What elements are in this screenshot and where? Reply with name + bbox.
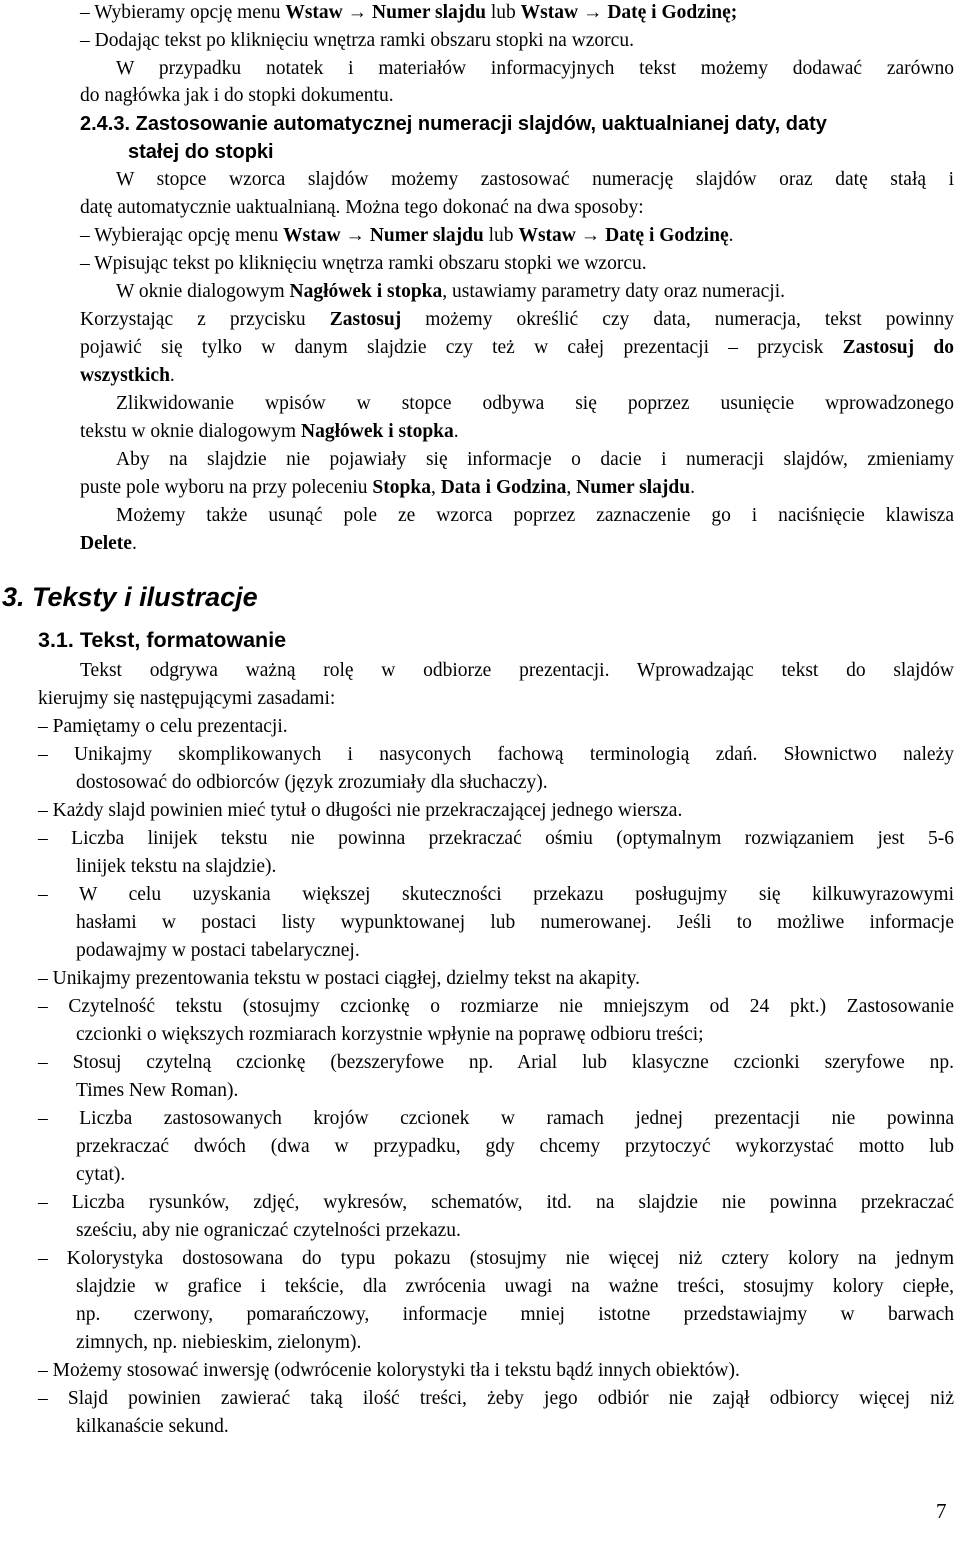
list-item-continuation: zimnych, np. niebieskim, zielonym). bbox=[76, 1332, 362, 1353]
text: Datę i Godzinę bbox=[605, 225, 729, 246]
text: tekstu w oknie dialogowym bbox=[80, 421, 301, 442]
text: puste pole wyboru na przy poleceniu bbox=[80, 477, 373, 498]
paragraph-line bbox=[116, 278, 785, 306]
paragraph-line bbox=[80, 418, 459, 446]
text: wszystkich bbox=[80, 365, 170, 386]
paragraph-line: Aby na slajdzie nie pojawiały się informacje o dacie i numeracji slajdów, zmieniamy bbox=[116, 449, 954, 470]
paragraph-line: do nagłówka jak i do stopki dokumentu. bbox=[80, 85, 394, 106]
text: Delete bbox=[80, 533, 132, 554]
text: Zastosuj do bbox=[842, 337, 954, 358]
list-item-continuation: dostosować do odbiorców (język zrozumiały dla słuchaczy). bbox=[76, 772, 548, 793]
text: Wstaw bbox=[518, 225, 576, 246]
section-heading: 2.4.3. Zastosowanie automatycznej numeracji slajdów, uaktualnianej daty, daty bbox=[80, 113, 827, 135]
text: Data i Godzina bbox=[440, 477, 567, 498]
text: Nagłówek i stopka bbox=[300, 421, 454, 442]
text: . bbox=[690, 477, 695, 498]
text: Numer slajdu bbox=[372, 2, 486, 23]
text: . bbox=[453, 421, 459, 442]
list-item-continuation: podawajmy w postaci tabelarycznej. bbox=[76, 940, 360, 961]
paragraph-line bbox=[80, 530, 137, 558]
paragraph-line: W przypadku notatek i materiałów informacyjnych tekst możemy dodawać zarówno bbox=[116, 58, 954, 79]
list-item: – Liczba linijek tekstu nie powinna przekraczać ośmiu (optymalnym rozwiązaniem jest 5-6 bbox=[38, 828, 954, 849]
text: . bbox=[131, 533, 137, 554]
list-item: – Stosuj czytelną czcionkę (bezszeryfowe np. Arial lub klasyczne czcionki szeryfowe np. bbox=[38, 1052, 954, 1073]
list-item: – Wpisując tekst po kliknięciu wnętrza ramki obszaru stopki we wzorcu. bbox=[80, 253, 647, 274]
arrow: → bbox=[578, 2, 608, 23]
list-item-continuation: kilkanaście sekund. bbox=[76, 1416, 229, 1437]
paragraph-line bbox=[80, 474, 695, 502]
chapter-heading: 3. Teksty i ilustracje bbox=[2, 582, 258, 612]
list-item: – Dodając tekst po kliknięciu wnętrza ramki obszaru stopki na wzorcu. bbox=[80, 30, 634, 51]
paragraph-line bbox=[80, 334, 954, 362]
text: Wpisując tekst po kliknięciu wnętrza ramki obszaru stopki we wzorcu. bbox=[94, 253, 647, 274]
text: . bbox=[169, 365, 175, 386]
text: Wybierając opcję menu bbox=[94, 225, 284, 246]
list-item: – Liczba zastosowanych krojów czcionek w ramach jednej prezentacji nie powinna bbox=[38, 1108, 954, 1129]
text: Datę i Godzinę; bbox=[607, 2, 738, 23]
section-heading: stałej do stopki bbox=[128, 141, 274, 163]
paragraph-line: kierujmy się następującymi zasadami: bbox=[38, 688, 336, 709]
text: Wybieramy opcję menu bbox=[94, 2, 286, 23]
text: lub bbox=[483, 225, 519, 246]
text: . bbox=[728, 225, 734, 246]
list-item-continuation: hasłami w postaci listy wypunktowanej lub numerowanej. Jeśli to możliwe informacje bbox=[76, 912, 954, 933]
arrow: → bbox=[342, 2, 373, 23]
paragraph-line bbox=[80, 306, 954, 334]
list-item: – Czytelność tekstu (stosujmy czcionkę o rozmiarze nie mniejszym od 24 pkt.) Zastosowanie bbox=[38, 996, 954, 1017]
section-heading: 3.1. Tekst, formatowanie bbox=[38, 628, 287, 652]
paragraph-line: Możemy także usunąć pole ze wzorca poprzez zaznaczenie go i naciśnięcie klawisza bbox=[116, 505, 954, 526]
list-item: – Wybieramy opcję menu Wstaw → Numer slajdu lub Wstaw → Datę i Godzinę; bbox=[80, 2, 738, 23]
text: Numer slajdu bbox=[369, 225, 484, 246]
text: Wstaw bbox=[285, 2, 343, 23]
arrow: → bbox=[340, 225, 370, 246]
list-item-continuation: przekraczać dwóch (dwa w przypadku, gdy chcemy przytoczyć wykorzystać motto lub bbox=[76, 1136, 954, 1157]
list-item: – Możemy stosować inwersję (odwrócenie kolorystyki tła i tekstu bądź innych obiektów). bbox=[38, 1360, 740, 1381]
text: , ustawiamy parametry daty oraz numeracji. bbox=[442, 281, 786, 302]
text: , bbox=[566, 477, 577, 498]
list-item: – Unikajmy skomplikowanych i nasyconych fachową terminologią zdań. Słownictwo należy bbox=[38, 744, 954, 765]
text: Zastosuj bbox=[329, 309, 402, 330]
list-item: – W celu uzyskania większej skuteczności przekazu posługujmy się kilkuwyrazowymi bbox=[38, 884, 954, 905]
list-item-continuation: slajdzie w grafice i tekście, dla zwrócenia uwagi na ważne treści, stosujmy kolory ciepłe, bbox=[76, 1276, 954, 1297]
list-item-continuation: cytat). bbox=[76, 1164, 126, 1185]
list-item-continuation: np. czerwony, pomarańczowy, informacje mniej istotne przedstawiajmy w barwach bbox=[76, 1304, 954, 1325]
list-item: – Każdy slajd powinien mieć tytuł o długości nie przekraczającej jednego wiersza. bbox=[38, 800, 683, 821]
paragraph-line: W stopce wzorca slajdów możemy zastosować numerację slajdów oraz datę stałą i bbox=[116, 169, 954, 190]
text: lub bbox=[485, 2, 521, 23]
text: W oknie dialogowym bbox=[116, 281, 290, 302]
text: Korzystając z przycisku bbox=[80, 309, 330, 330]
list-item-continuation: czcionki o większych rozmiarach korzystnie wpłynie na poprawę odbioru treści; bbox=[76, 1024, 704, 1045]
text: pojawić się tylko w danym slajdzie czy też w całej prezentacji – przycisk bbox=[80, 337, 843, 358]
list-item-continuation: sześciu, aby nie ograniczać czytelności przekazu. bbox=[76, 1220, 461, 1241]
paragraph-line: Zlikwidowanie wpisów w stopce odbywa się poprzez usunięcie wprowadzonego bbox=[116, 393, 954, 414]
text: Dodając tekst po kliknięciu wnętrza ramki obszaru stopki na wzorcu. bbox=[94, 30, 634, 51]
arrow: → bbox=[575, 225, 606, 246]
text: Wstaw bbox=[520, 2, 579, 23]
list-item: – Liczba rysunków, zdjęć, wykresów, schematów, itd. na slajdzie nie powinna przekraczać bbox=[38, 1192, 954, 1213]
list-item: – Slajd powinien zawierać taką ilość treści, żeby jego odbiór nie zajął odbiorcy więcej niż bbox=[38, 1388, 954, 1409]
text: Wstaw bbox=[283, 225, 341, 246]
paragraph-line: datę automatycznie uaktualnianą. Można tego dokonać na dwa sposoby: bbox=[80, 197, 644, 218]
paragraph-line: Tekst odgrywa ważną rolę w odbiorze prezentacji. Wprowadzając tekst do slajdów bbox=[80, 660, 954, 681]
paragraph-line bbox=[80, 362, 175, 390]
page-number: 7 bbox=[936, 1499, 947, 1523]
text: Numer slajdu bbox=[576, 477, 691, 498]
list-item-continuation: linijek tekstu na slajdzie). bbox=[76, 856, 277, 877]
text: Nagłówek i stopka bbox=[289, 281, 443, 302]
list-item-continuation: Times New Roman). bbox=[76, 1080, 239, 1101]
text: Stopka bbox=[372, 477, 431, 498]
list-item: – Unikajmy prezentowania tekstu w postaci ciągłej, dzielmy tekst na akapity. bbox=[38, 968, 640, 989]
list-item: – Pamiętamy o celu prezentacji. bbox=[38, 716, 288, 737]
list-item: – Wybierając opcję menu Wstaw → Numer slajdu lub Wstaw → Datę i Godzinę. bbox=[80, 225, 734, 246]
text: , bbox=[430, 477, 441, 498]
text: możemy określić czy data, numeracja, tekst powinny bbox=[401, 309, 954, 330]
list-item: – Kolorystyka dostosowana do typu pokazu (stosujmy nie więcej niż cztery kolory na jednym bbox=[38, 1248, 954, 1269]
